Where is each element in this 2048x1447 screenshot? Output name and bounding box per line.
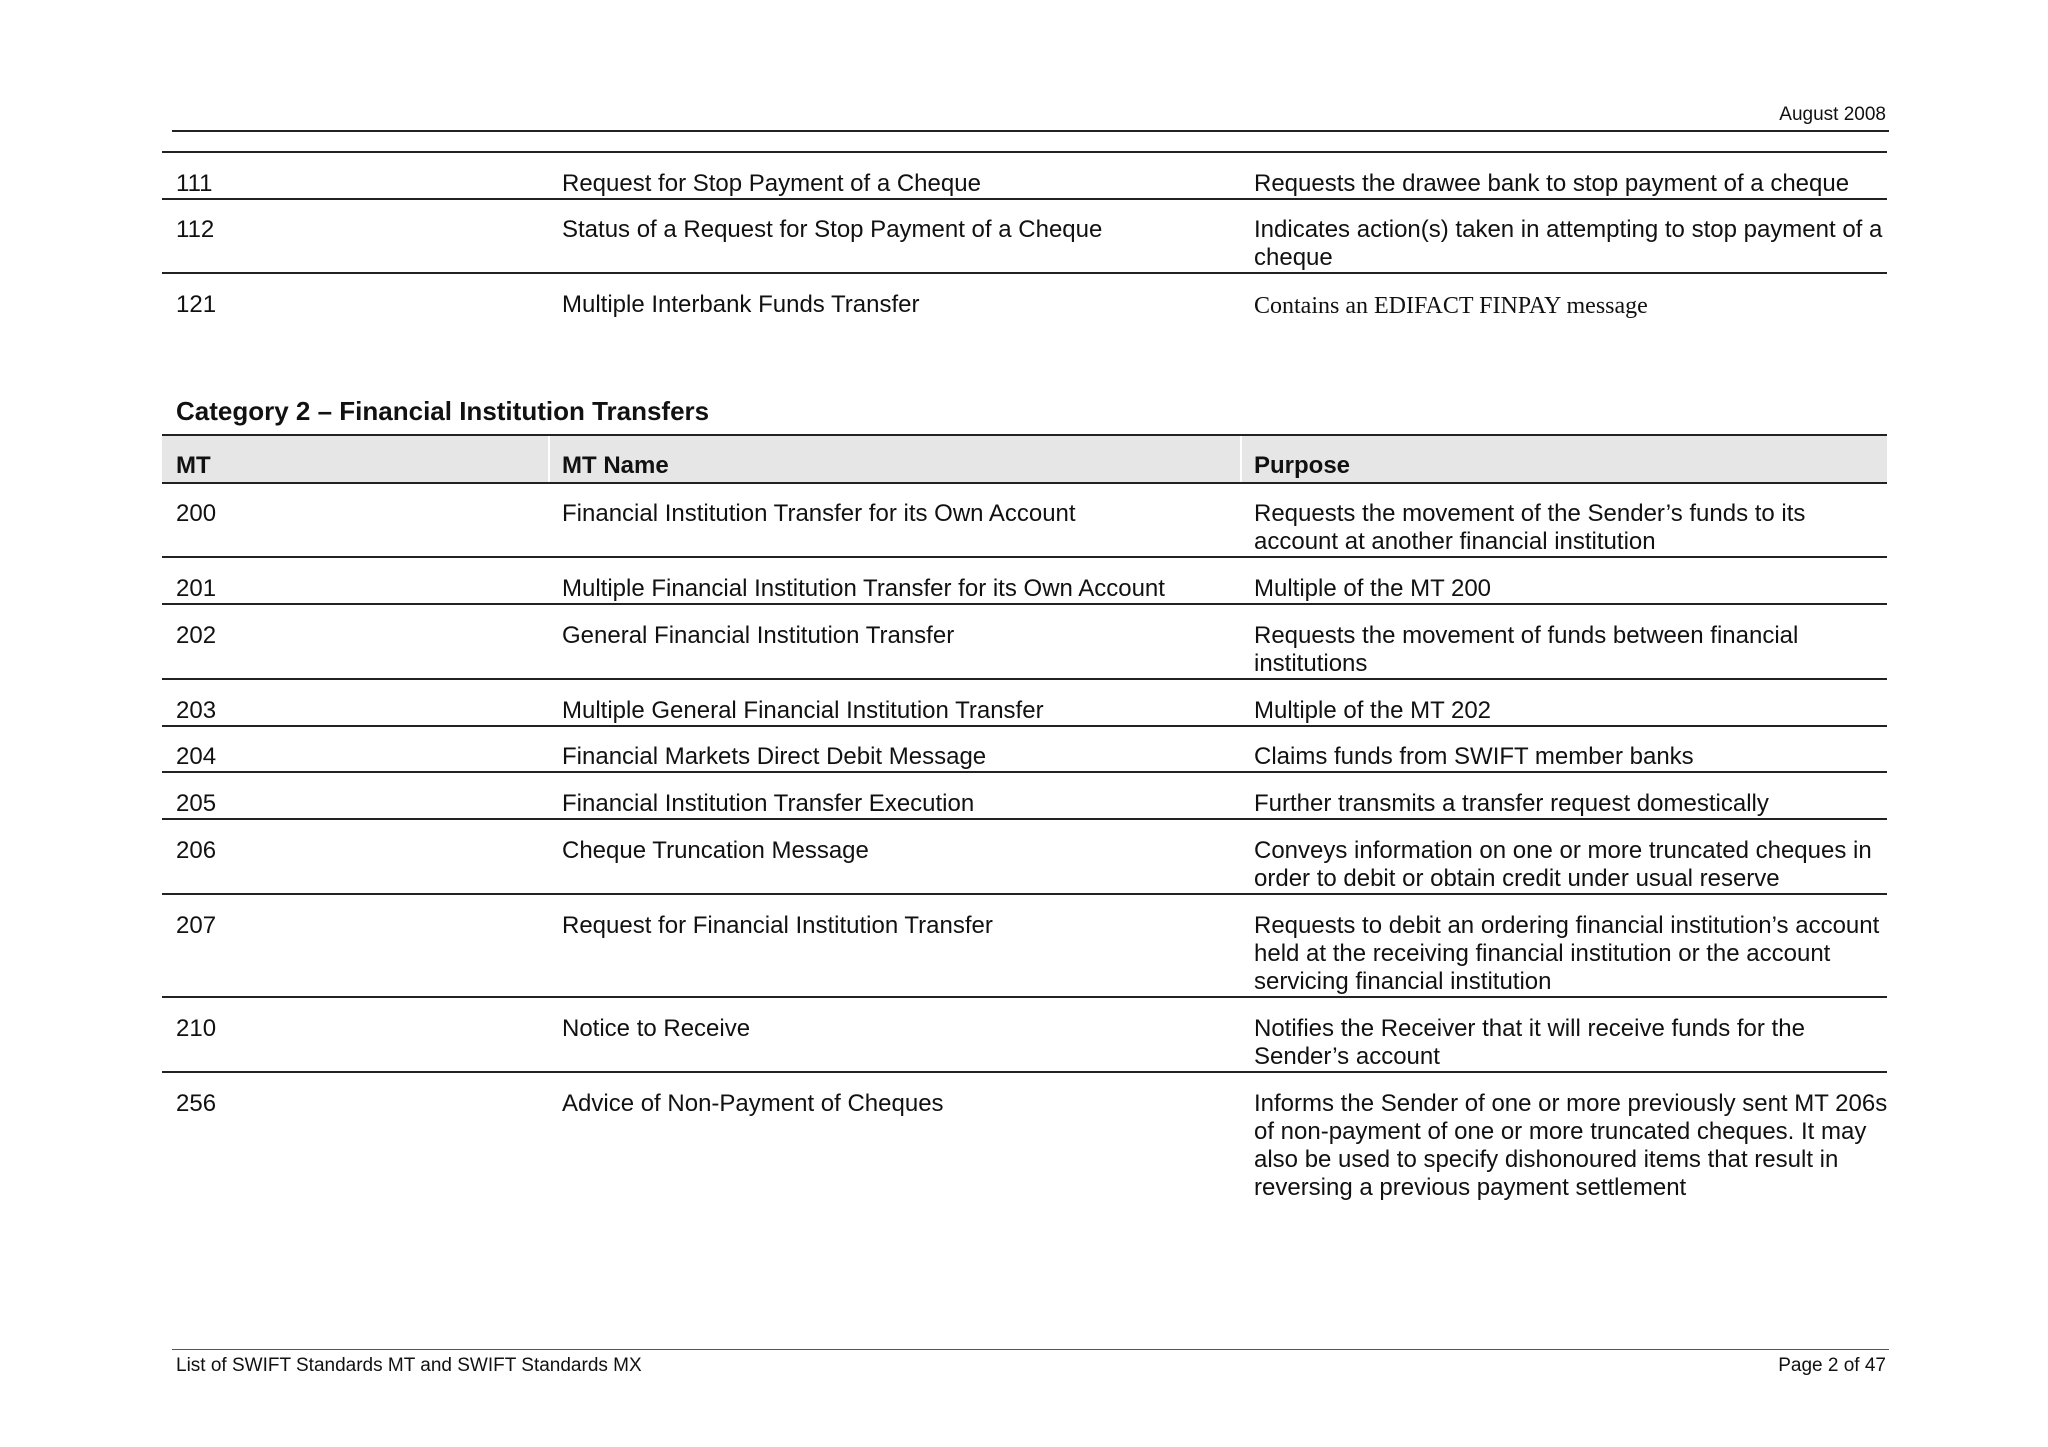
mt-purpose: Indicates action(s) taken in attempting to stop payment of a cheque <box>1254 216 1883 271</box>
mt-purpose: Requests the movement of the Sender’s funds to its account at another financial institution <box>1254 500 1806 555</box>
row-divider <box>162 893 1887 895</box>
mt-code: 112 <box>176 216 215 243</box>
mt-purpose: Requests to debit an ordering financial institution’s account held at the receiving financial institution or the account servicing financial institution <box>1254 912 1880 995</box>
mt-code: 111 <box>176 170 213 197</box>
row-divider <box>162 1071 1887 1073</box>
mt-code: 204 <box>176 743 217 770</box>
mt-name: Financial Markets Direct Debit Message <box>562 743 987 770</box>
mt-code: 200 <box>176 500 217 527</box>
row-divider <box>162 603 1887 605</box>
mt-name: Financial Institution Transfer Execution <box>562 790 975 817</box>
mt-name: Multiple General Financial Institution Transfer <box>562 697 1044 724</box>
row-divider <box>162 272 1887 274</box>
mt-name: Request for Financial Institution Transfer <box>562 912 993 939</box>
column-header-purpose: Purpose <box>1254 452 1351 479</box>
mt-name: General Financial Institution Transfer <box>562 622 955 649</box>
mt-code: 205 <box>176 790 217 817</box>
header-rule <box>172 130 1889 132</box>
mt-name: Financial Institution Transfer for its Own Account <box>562 500 1076 527</box>
table-header <box>162 436 1887 482</box>
row-divider <box>162 771 1887 773</box>
mt-purpose: Requests the movement of funds between financial institutions <box>1254 622 1799 677</box>
mt-purpose: Notifies the Receiver that it will receive funds for the Sender’s account <box>1254 1015 1805 1070</box>
mt-name: Multiple Financial Institution Transfer for its Own Account <box>562 575 1165 602</box>
mt-code: 206 <box>176 837 217 864</box>
mt-code: 202 <box>176 622 217 649</box>
column-separator <box>1240 436 1242 482</box>
row-divider <box>162 818 1887 820</box>
mt-code: 201 <box>176 575 217 602</box>
page-number: Page 2 of 47 <box>1778 1355 1886 1376</box>
mt-code: 121 <box>176 291 217 318</box>
row-divider <box>162 556 1887 558</box>
mt-purpose: Multiple of the MT 200 <box>1254 575 1492 602</box>
mt-name: Multiple Interbank Funds Transfer <box>562 291 920 318</box>
mt-purpose: Contains an EDIFACT FINPAY message <box>1254 293 1648 319</box>
mt-name: Status of a Request for Stop Payment of a Cheque <box>562 216 1103 243</box>
mt-code: 203 <box>176 697 217 724</box>
mt-name: Cheque Truncation Message <box>562 837 869 864</box>
mt-name: Notice to Receive <box>562 1015 751 1042</box>
column-separator <box>548 436 550 482</box>
row-divider <box>162 725 1887 727</box>
column-header-mt: MT <box>176 452 211 479</box>
header-bottom-rule <box>162 482 1887 484</box>
mt-code: 210 <box>176 1015 217 1042</box>
row-divider <box>162 678 1887 680</box>
section-title: Category 2 – Financial Institution Transfers <box>176 396 710 426</box>
mt-purpose: Further transmits a transfer request domestically <box>1254 790 1769 817</box>
mt-purpose: Multiple of the MT 202 <box>1254 697 1492 724</box>
table-top-rule <box>162 151 1887 153</box>
mt-code: 207 <box>176 912 217 939</box>
mt-purpose: Claims funds from SWIFT member banks <box>1254 743 1694 770</box>
mt-purpose: Conveys information on one or more truncated cheques in order to debit or obtain credit under usual reserve <box>1254 837 1872 892</box>
column-header-mt-name: MT Name <box>562 452 669 479</box>
mt-name: Advice of Non-Payment of Cheques <box>562 1090 944 1117</box>
mt-code: 256 <box>176 1090 217 1117</box>
mt-purpose: Informs the Sender of one or more previously sent MT 206s of non-payment of one or more truncated cheques. It may also be used to specify dishonoured items that result in reversing a previous payment settlement <box>1254 1090 1888 1201</box>
footer-rule <box>172 1349 1889 1350</box>
row-divider <box>162 198 1887 200</box>
page-header-date: August 2008 <box>1779 104 1886 125</box>
row-divider <box>162 996 1887 998</box>
footer-document-title: List of SWIFT Standards MT and SWIFT Standards MX <box>176 1355 642 1376</box>
mt-name: Request for Stop Payment of a Cheque <box>562 170 981 197</box>
mt-purpose: Requests the drawee bank to stop payment of a cheque <box>1254 170 1850 197</box>
